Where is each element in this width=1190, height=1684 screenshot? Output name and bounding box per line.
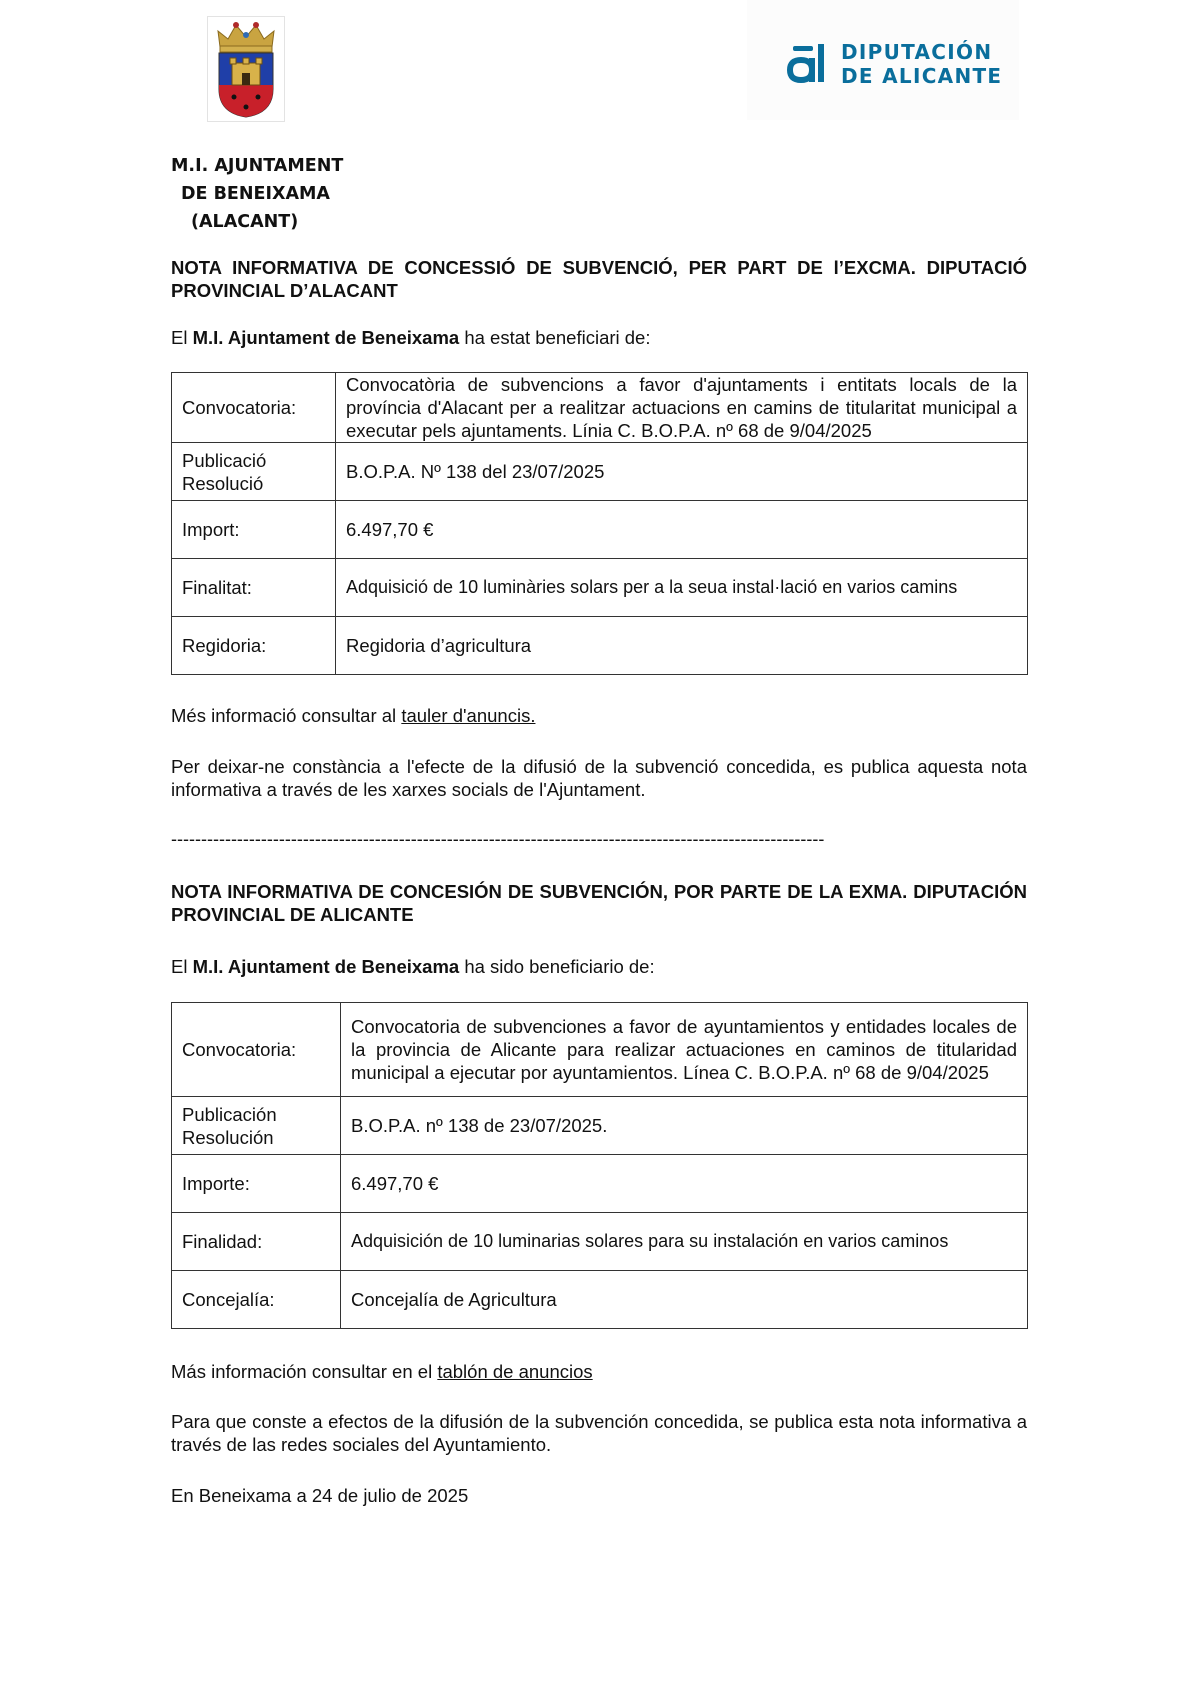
org-line-1: M.I. AJUNTAMENT bbox=[171, 156, 344, 176]
row-value: Adquisición de 10 luminarias solares para su instalación en varios caminos bbox=[341, 1213, 1028, 1271]
row-value: Regidoria d’agricultura bbox=[336, 617, 1028, 675]
row-value: 6.497,70 € bbox=[341, 1155, 1028, 1213]
row-label: Publicación Resolución bbox=[172, 1097, 341, 1155]
table-row bbox=[172, 1213, 1028, 1271]
valencian-info-table bbox=[171, 372, 1028, 675]
more-info-text: Més informació consultar al bbox=[171, 705, 402, 726]
table-row bbox=[172, 501, 1028, 559]
row-label: Convocatoria: bbox=[172, 373, 336, 443]
date-line: En Beneixama a 24 de julio de 2025 bbox=[171, 1485, 469, 1506]
spanish-more-info bbox=[171, 1360, 1027, 1383]
spanish-info-table bbox=[171, 1002, 1028, 1329]
intro-entity: M.I. Ajuntament de Beneixama bbox=[192, 327, 460, 348]
table-row bbox=[172, 443, 1028, 501]
table-row bbox=[172, 1155, 1028, 1213]
table-row bbox=[172, 373, 1028, 443]
row-label: Publicació Resolució bbox=[172, 443, 336, 501]
logo-line-1: DIPUTACIÓN bbox=[841, 40, 993, 64]
row-label: Finalidad: bbox=[172, 1213, 341, 1271]
notice-board-link[interactable]: tauler d'anuncis. bbox=[401, 705, 536, 726]
coat-of-arms-icon bbox=[207, 16, 285, 122]
row-label: Importe: bbox=[172, 1155, 341, 1213]
table-row bbox=[172, 1003, 1028, 1097]
table-row bbox=[172, 1271, 1028, 1329]
intro-post: ha sido beneficiario de: bbox=[459, 956, 655, 977]
notice-board-link[interactable]: tablón de anuncios bbox=[437, 1361, 593, 1382]
row-label: Convocatoria: bbox=[172, 1003, 341, 1097]
row-label: Import: bbox=[172, 501, 336, 559]
org-line-2: DE BENEIXAMA bbox=[181, 184, 330, 204]
section-separator: ------------------------------------------------------------------------------------------------------------- bbox=[171, 829, 825, 849]
row-value: B.O.P.A. Nº 138 del 23/07/2025 bbox=[336, 443, 1028, 501]
diputacion-logo-icon bbox=[787, 42, 829, 86]
diputacion-logo-text bbox=[841, 40, 1002, 88]
intro-entity: M.I. Ajuntament de Beneixama bbox=[192, 956, 460, 977]
organization-name bbox=[171, 152, 343, 236]
intro-pre: El bbox=[171, 956, 193, 977]
row-value: Convocatoria de subvenciones a favor de ayuntamientos y entidades locales de la provincia de Alicante para realizar actuaciones en caminos de titularidad municipal a ejecutar por ayuntamientos. Línea C. B.O.P.A. nº 68 de 9/04/2025 bbox=[341, 1003, 1028, 1097]
intro-post: ha estat beneficiari de: bbox=[459, 327, 651, 348]
valencian-closing: Per deixar-ne constància a l'efecte de la difusió de la subvenció concedida, es publica aquesta nota informativa a través de les xarxes socials de l'Ajuntament. bbox=[171, 756, 1027, 800]
spanish-intro bbox=[171, 955, 1027, 978]
table-row bbox=[172, 559, 1028, 617]
spanish-closing: Para que conste a efectos de la difusión de la subvención concedida, se publica esta nota informativa a través de las redes sociales del Ayuntamiento. bbox=[171, 1411, 1027, 1455]
valencian-more-info bbox=[171, 704, 1027, 727]
org-line-3: (ALACANT) bbox=[191, 212, 299, 232]
row-value: Adquisició de 10 luminàries solars per a la seua instal·lació en varios camins bbox=[336, 559, 1028, 617]
row-value: B.O.P.A. nº 138 de 23/07/2025. bbox=[341, 1097, 1028, 1155]
row-label: Concejalía: bbox=[172, 1271, 341, 1329]
diputacion-logo bbox=[747, 0, 1019, 120]
row-value: Concejalía de Agricultura bbox=[341, 1271, 1028, 1329]
row-value: Convocatòria de subvencions a favor d'ajuntaments i entitats locals de la província d'Alacant per a realitzar actuacions en camins de titularitat municipal a executar pels ajuntaments. Línia C. B.O.P.A. nº 68 de 9/04/2025 bbox=[336, 373, 1028, 443]
logo-line-2: DE ALICANTE bbox=[841, 64, 1003, 88]
row-value: 6.497,70 € bbox=[336, 501, 1028, 559]
table-row bbox=[172, 617, 1028, 675]
more-info-text: Más información consultar en el bbox=[171, 1361, 438, 1382]
row-label: Finalitat: bbox=[172, 559, 336, 617]
table-row bbox=[172, 1097, 1028, 1155]
row-label: Regidoria: bbox=[172, 617, 336, 675]
valencian-heading: NOTA INFORMATIVA DE CONCESSIÓ DE SUBVENCIÓ, PER PART DE l’EXCMA. DIPUTACIÓ PROVINCIAL D’ALACANT bbox=[171, 257, 1027, 301]
valencian-intro bbox=[171, 326, 1027, 349]
spanish-heading: NOTA INFORMATIVA DE CONCESIÓN DE SUBVENCIÓN, POR PARTE DE LA EXMA. DIPUTACIÓN PROVINCIAL DE ALICANTE bbox=[171, 881, 1027, 925]
intro-pre: El bbox=[171, 327, 193, 348]
